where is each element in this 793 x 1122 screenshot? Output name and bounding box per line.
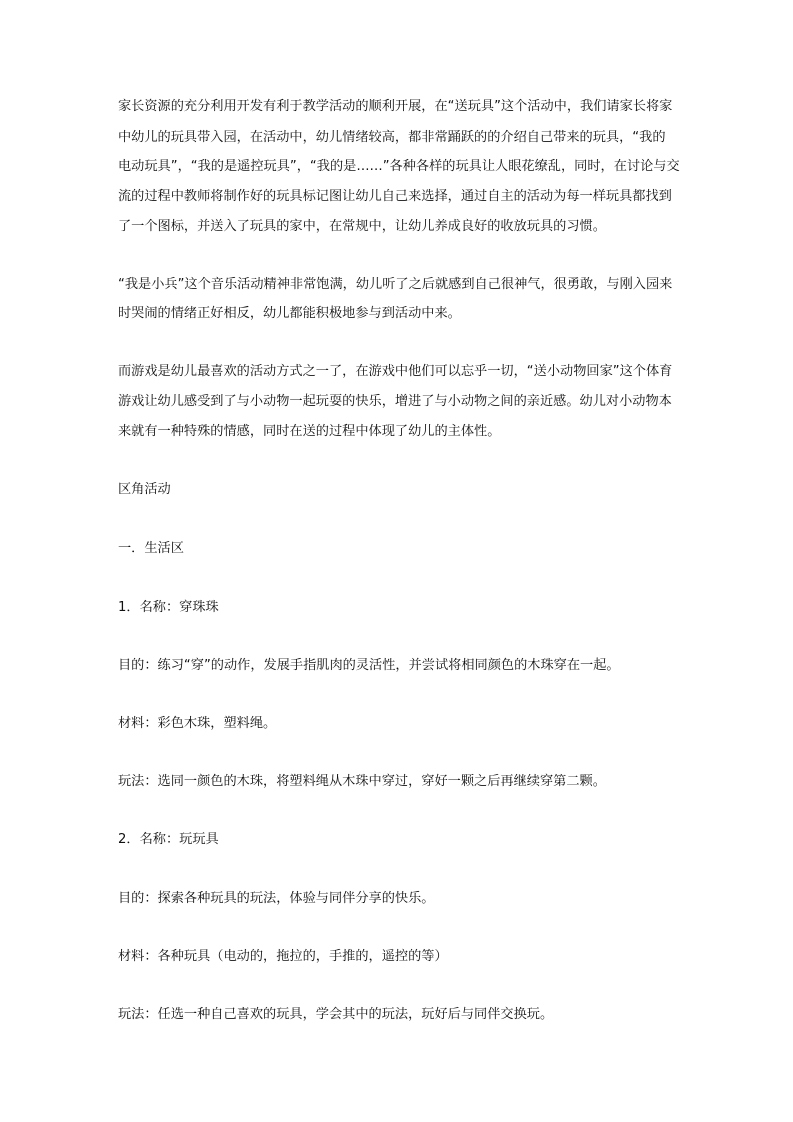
section-title: 区角活动 [118, 482, 171, 497]
paragraph-line: 电动玩具”，“我的是遥控玩具”，“我的是……”各种各样的玩具让人眼花缭乱，同时，在讨论与交 [118, 159, 680, 174]
item-play: 玩法：任选一种自己喜欢的玩具，学会其中的玩法，玩好后与同伴交换玩。 [118, 1007, 554, 1022]
paragraph-line: 家长资源的充分利用开发有利于教学活动的顺利开展，在“送玩具”这个活动中，我们请家长将家 [118, 99, 673, 114]
item-materials: 材料：各种玩具（电动的，拖拉的，手推的，遥控的等） [118, 949, 448, 964]
paragraph-line: 来就有一种特殊的情感，同时在送的过程中体现了幼儿的主体性。 [118, 424, 501, 439]
paragraph-line: 中幼儿的玩具带入园，在活动中，幼儿情绪较高，都非常踊跃的的介绍自己带来的玩具，“我的 [118, 130, 666, 145]
paragraph-line: 了一个图标，并送入了玩具的家中，在常规中，让幼儿养成良好的收放玩具的习惯。 [118, 219, 606, 234]
paragraph-line: 而游戏是幼儿最喜欢的活动方式之一了，在游戏中他们可以忘乎一切，“送小动物回家”这个体育 [118, 364, 673, 379]
paragraph-line: “我是小兵”这个音乐活动精神非常饱满，幼儿听了之后就感到自己很神气，很勇敢，与刚入园来 [118, 277, 673, 292]
paragraph-line: 流的过程中教师将制作好的玩具标记图让幼儿自己来选择，通过自主的活动为每一样玩具都找到 [118, 189, 672, 204]
item-play: 玩法：选同一颜色的木珠，将塑料绳从木珠中穿过，穿好一颗之后再继续穿第二颗。 [118, 774, 606, 789]
item-name: 2．名称：玩玩具 [118, 832, 219, 847]
paragraph-line: 时哭闹的情绪正好相反，幼儿都能积极地参与到活动中来。 [118, 306, 461, 321]
subsection-title: 一．生活区 [118, 541, 184, 556]
paragraph-line: 游戏让幼儿感受到了与小动物一起玩耍的快乐，增进了与小动物之间的亲近感。幼儿对小动物本 [118, 394, 672, 409]
item-materials: 材料：彩色木珠，塑料绳。 [118, 716, 277, 731]
item-name: 1．名称：穿珠珠 [118, 600, 219, 615]
item-purpose: 目的：练习“穿”的动作，发展手指肌肉的灵活性，并尝试将相同颜色的木珠穿在一起。 [118, 658, 620, 673]
item-purpose: 目的：探索各种玩具的玩法，体验与同伴分享的快乐。 [118, 891, 435, 906]
